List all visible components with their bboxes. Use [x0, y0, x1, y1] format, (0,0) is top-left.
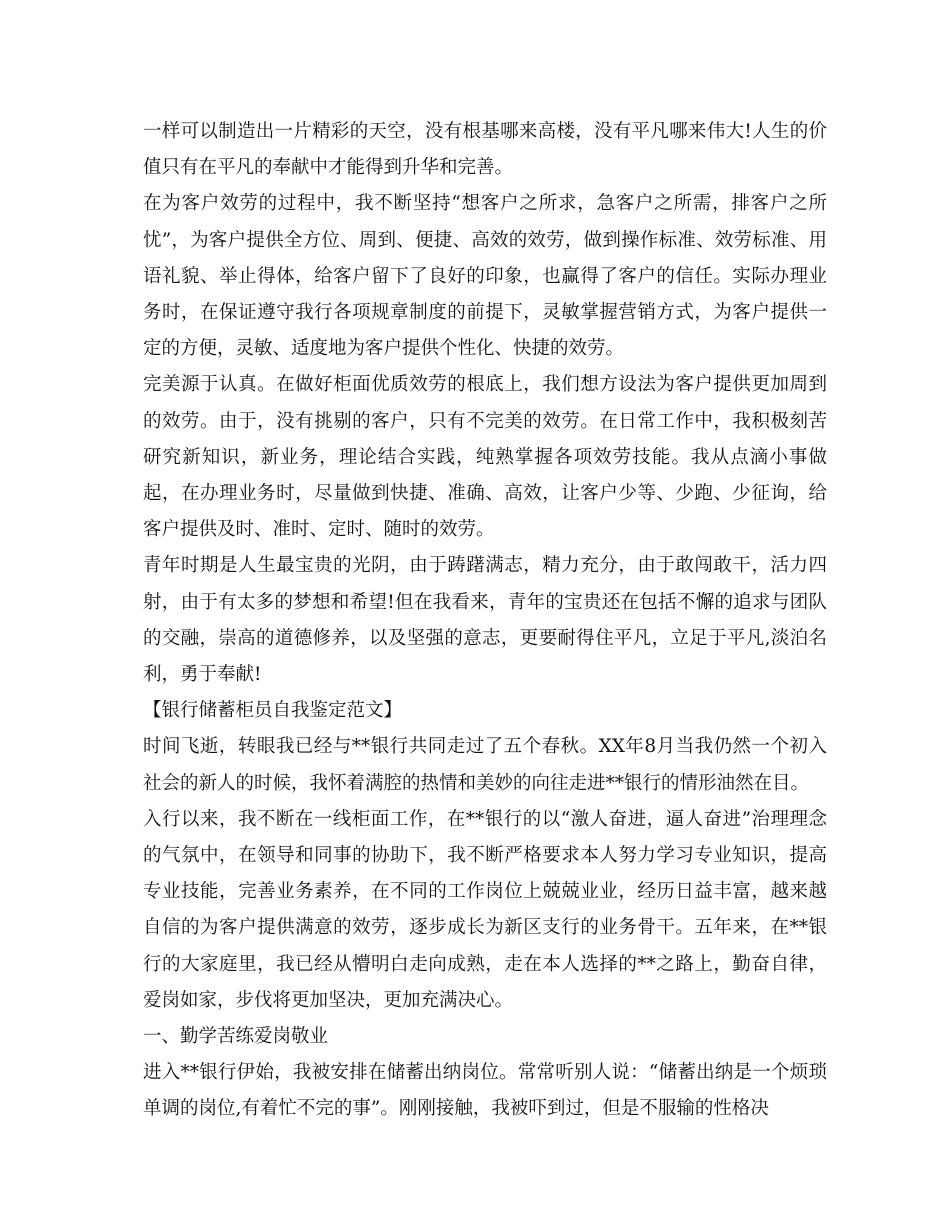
paragraph-6: 入行以来，我不断在一线柜面工作，在**银行的以“激人奋进，逼人奋进”治理理念的气氛中，在领导和同事的协助下，我不断严格要求本人努力学习专业知识，提高专业技能，完善业务素养，在不同的工作岗位上兢兢业业，经历日益丰富，越来越自信的为客户提供满意的效劳，逐步成长为新区支行的业务骨干。五年来，在**银行的大家庭里，我已经从懵明白走向成熟，走在本人选择的**之路上，勤奋自律，爱岗如家，步伐将更加坚决，更加充满决心。 [143, 808, 827, 1011]
paragraph-4: 青年时期是人生最宝贵的光阴，由于踌躇满志，精力充分，由于敢闯敢干，活力四射，由于有太多的梦想和希望!但在我看来，青年的宝贵还在包括不懈的追求与团队的交融，崇高的道德修养，以及坚强的意志，更要耐得住平凡，立足于平凡,淡泊名利，勇于奉献! [143, 555, 827, 686]
document-body [143, 114, 827, 1128]
paragraph-1: 一样可以制造出一片精彩的天空，没有根基哪来高楼，没有平凡哪来伟大!人生的价值只有在平凡的奉献中才能得到升华和完善。 [143, 121, 827, 179]
paragraph-7: 进入**银行伊始，我被安排在储蓄出纳岗位。常常听别人说：“储蓄出纳是一个烦琐单调的岗位,有着忙不完的事”。刚刚接触，我被吓到过，但是不服输的性格决 [143, 1062, 827, 1120]
section-heading: 【银行储蓄柜员自我鉴定范文】 [143, 700, 403, 722]
paragraph-5: 时间飞逝，转眼我已经与**银行共同走过了五个春秋。XX年8月当我仍然一个初入社会的新人的时候，我怀着满腔的热情和美妙的向往走进**银行的情形油然在目。 [143, 736, 827, 794]
paragraph-3: 完美源于认真。在做好柜面优质效劳的根底上，我们想方设法为客户提供更加周到的效劳。由于，没有挑剔的客户，只有不完美的效劳。在日常工作中，我积极刻苦研究新知识，新业务，理论结合实践，纯熟掌握各项效劳技能。我从点滴小事做起，在办理业务时，尽量做到快捷、准确、高效，让客户少等、少跑、少征询，给客户提供及时、准时、定时、随时的效劳。 [143, 374, 827, 541]
subsection-heading: 一、勤学苦练爱岗敬业 [143, 1026, 329, 1048]
paragraph-2: 在为客户效劳的过程中，我不断坚持“想客户之所求，急客户之所需，排客户之所忧”，为客户提供全方位、周到、便捷、高效的效劳，做到操作标准、效劳标准、用语礼貌、举止得体，给客户留下了良好的印象，也赢得了客户的信任。实际办理业务时，在保证遵守我行各项规章制度的前提下，灵敏掌握营销方式，为客户提供一定的方便，灵敏、适度地为客户提供个性化、快捷的效劳。 [143, 193, 827, 360]
